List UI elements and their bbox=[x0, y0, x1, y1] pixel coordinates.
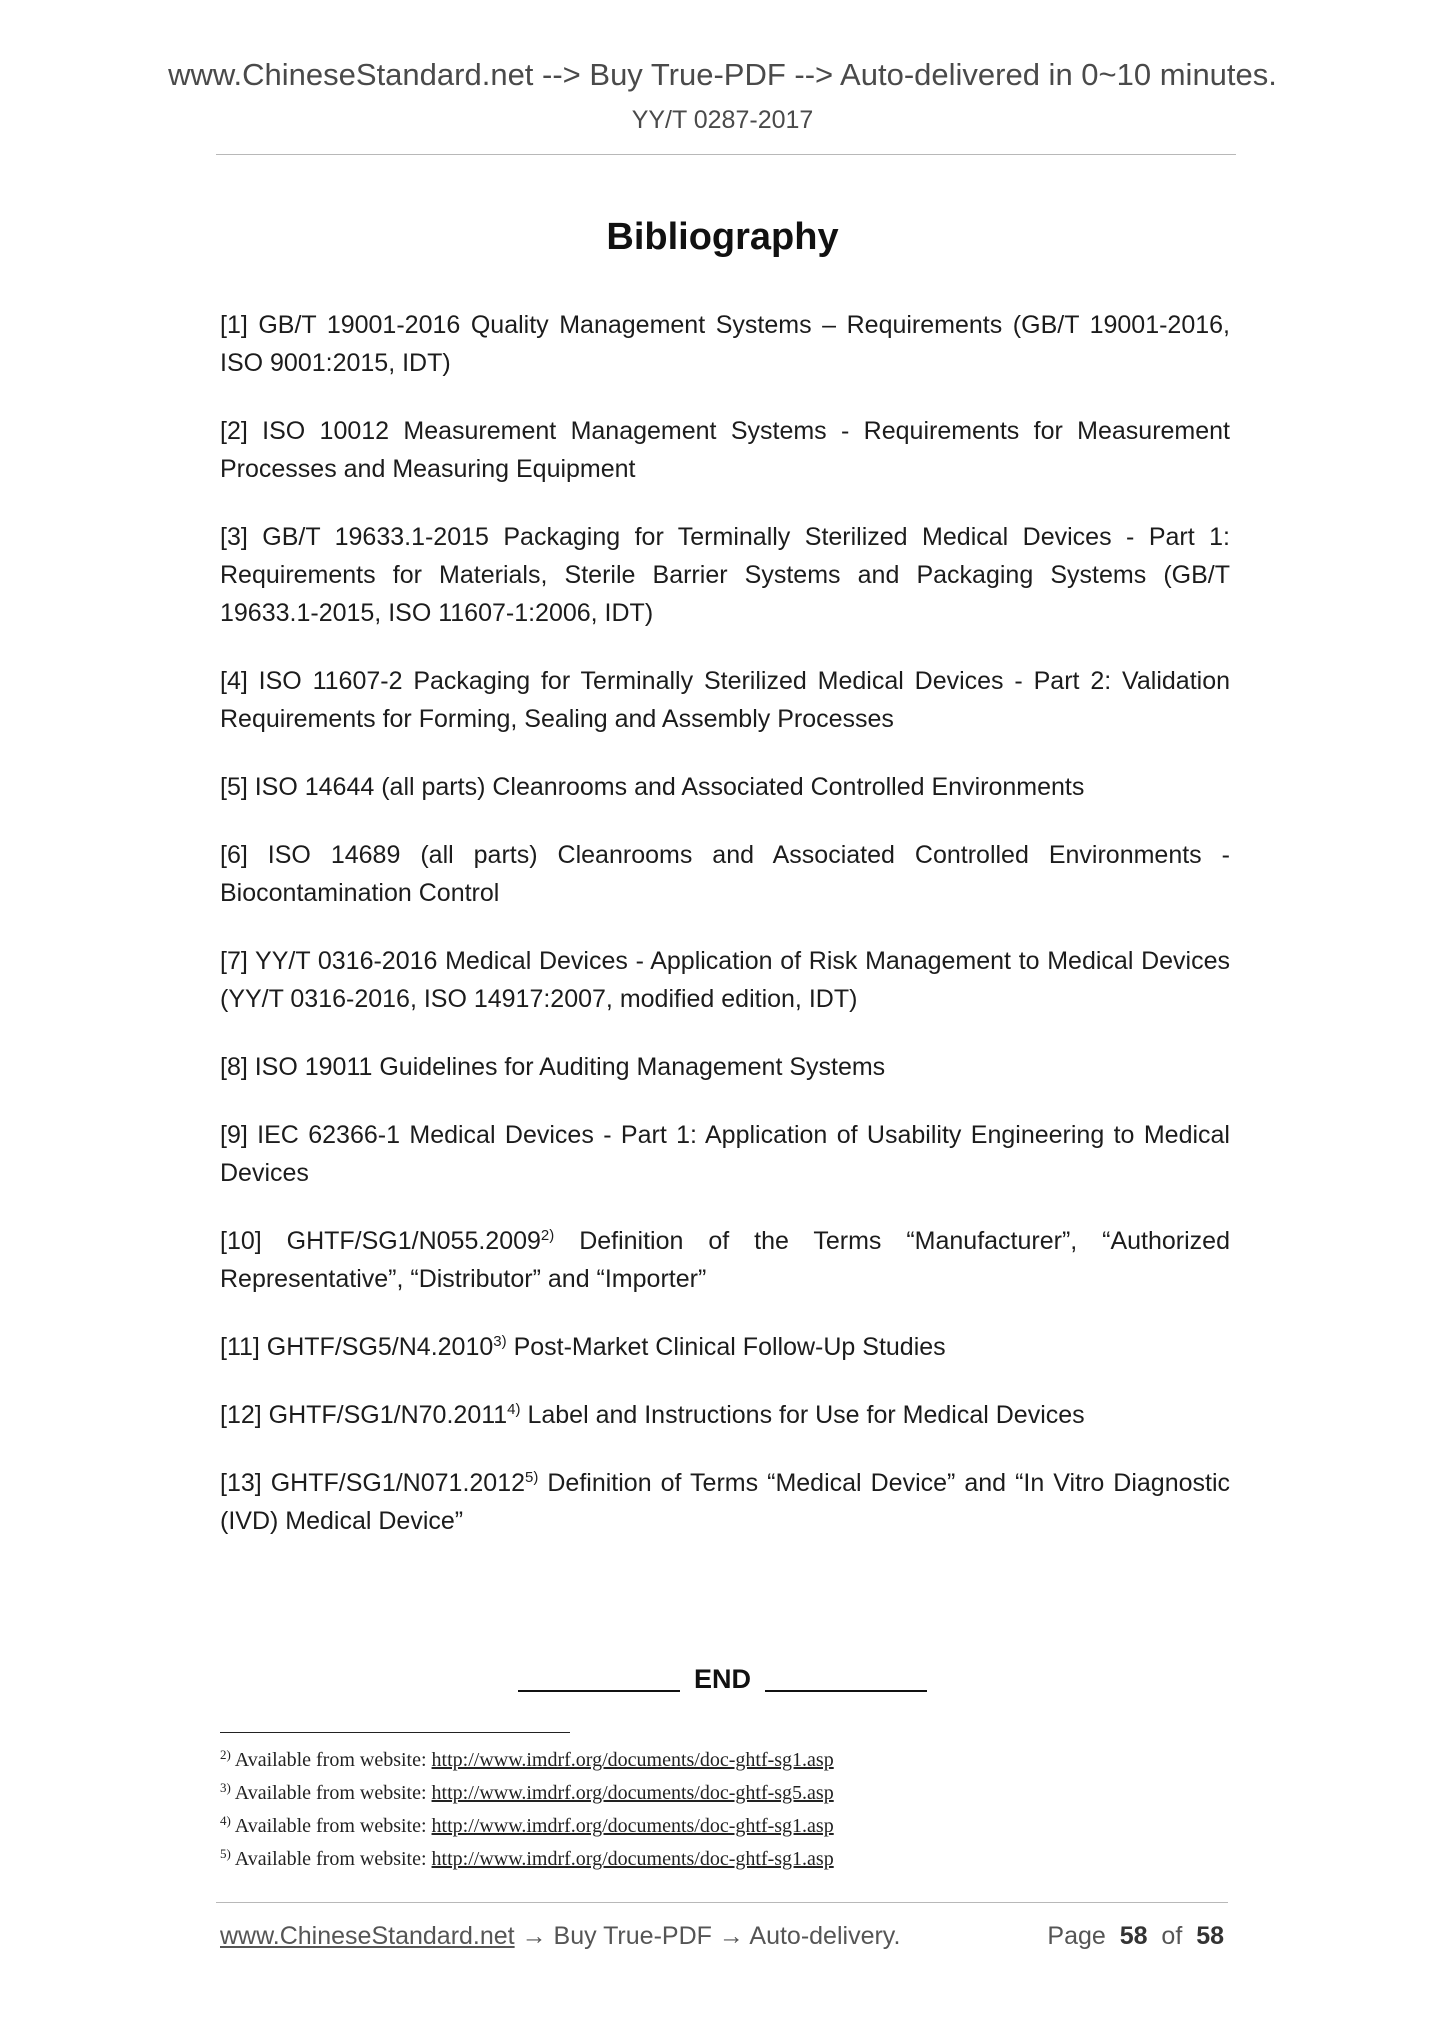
footnote-item bbox=[220, 1810, 1220, 1843]
page-of: of bbox=[1161, 1922, 1183, 1950]
footnote-label: Available from website: bbox=[234, 1749, 427, 1771]
footnote-item bbox=[220, 1777, 1220, 1810]
reference-title: [12] GHTF/SG1/N70.2011 bbox=[220, 1401, 508, 1429]
reference-item-11 bbox=[220, 1328, 1230, 1366]
page-number bbox=[1047, 1922, 1224, 1951]
reference-description: Post-Market Clinical Follow-Up Studies bbox=[506, 1333, 946, 1361]
footnote-label: Available from website: bbox=[234, 1848, 427, 1870]
page-current: 58 bbox=[1119, 1922, 1148, 1950]
footnote-marker[interactable]: 2) bbox=[540, 1227, 555, 1244]
footnote-label: Available from website: bbox=[234, 1815, 427, 1837]
header-divider bbox=[216, 154, 1236, 155]
reference-item-9: [9] IEC 62366-1 Medical Devices - Part 1: Application of Usability Engineering to Medical Devices bbox=[220, 1121, 1230, 1187]
footnote-link[interactable]: http://www.imdrf.org/documents/doc-ghtf-sg5.asp bbox=[431, 1782, 834, 1804]
footnote-link[interactable]: http://www.imdrf.org/documents/doc-ghtf-sg1.asp bbox=[431, 1749, 834, 1771]
reference-item-3: [3] GB/T 19633.1-2015 Packaging for Terminally Sterilized Medical Devices - Part 1: Requirements for Materials, Sterile Barrier Systems and Packaging Systems (GB/T 19633.1-2015, ISO 11607-1:2006, IDT) bbox=[220, 523, 1230, 627]
page-total: 58 bbox=[1196, 1922, 1224, 1950]
footnote-marker[interactable]: 5) bbox=[525, 1469, 539, 1486]
reference-description: Definition of Terms “Medical Device” and “In Vitro Diagnostic (IVD) Medical Device” bbox=[220, 1469, 1230, 1535]
reference-item-12 bbox=[220, 1396, 1230, 1434]
standard-code: YY/T 0287-2017 bbox=[631, 106, 814, 134]
footnotes bbox=[220, 1744, 1220, 1876]
reference-list bbox=[220, 306, 1230, 1570]
reference-description: Definition of the Terms “Manufacturer”, “Authorized Representative”, “Distributor” and “Importer” bbox=[220, 1227, 1230, 1293]
reference-title: [11] GHTF/SG5/N4.2010 bbox=[220, 1333, 494, 1361]
reference-item-8: [8] ISO 19011 Guidelines for Auditing Management Systems bbox=[220, 1053, 886, 1081]
footnote-item bbox=[220, 1744, 1220, 1777]
end-rule-left bbox=[518, 1690, 680, 1692]
footnote-mark: 4) bbox=[220, 1813, 231, 1828]
footnote-link[interactable]: http://www.imdrf.org/documents/doc-ghtf-sg1.asp bbox=[431, 1848, 834, 1870]
footer-site-link[interactable]: www.ChineseStandard.net bbox=[220, 1922, 515, 1950]
page-label: Page bbox=[1047, 1922, 1106, 1950]
footnote-label: Available from website: bbox=[234, 1782, 427, 1804]
footnote-mark: 5) bbox=[220, 1846, 231, 1861]
end-marker bbox=[0, 1664, 1445, 1695]
reference-item-13 bbox=[220, 1464, 1230, 1540]
page-title: Bibliography bbox=[606, 216, 839, 258]
top-banner: www.ChineseStandard.net --> Buy True-PDF --> Auto-delivered in 0~10 minutes. bbox=[168, 57, 1277, 92]
footnote-marker[interactable]: 4) bbox=[507, 1401, 521, 1418]
reference-description: Label and Instructions for Use for Medical Devices bbox=[520, 1401, 1085, 1429]
end-rule-right bbox=[765, 1690, 927, 1692]
footer-left bbox=[220, 1922, 900, 1951]
reference-item-10 bbox=[220, 1222, 1230, 1298]
reference-item-5: [5] ISO 14644 (all parts) Cleanrooms and Associated Controlled Environments bbox=[220, 773, 1085, 801]
footnote-link[interactable]: http://www.imdrf.org/documents/doc-ghtf-sg1.asp bbox=[431, 1815, 834, 1837]
reference-item-1: [1] GB/T 19001-2016 Quality Management Systems – Requirements (GB/T 19001-2016, ISO 9001:2015, IDT) bbox=[220, 311, 1230, 377]
reference-item-7: [7] YY/T 0316-2016 Medical Devices - Application of Risk Management to Medical Devices (YY/T 0316-2016, ISO 14917:2007, modified edition, IDT) bbox=[220, 947, 1230, 1013]
footnote-mark: 3) bbox=[220, 1780, 231, 1795]
reference-item-2: [2] ISO 10012 Measurement Management Systems - Requirements for Measurement Processes and Measuring Equipment bbox=[220, 417, 1230, 483]
page-footer bbox=[220, 1922, 1224, 1956]
footnote-mark: 2) bbox=[220, 1747, 231, 1762]
reference-item-6: [6] ISO 14689 (all parts) Cleanrooms and Associated Controlled Environments - Biocontamination Control bbox=[220, 841, 1230, 907]
end-label: END bbox=[693, 1664, 751, 1694]
footnote-item bbox=[220, 1843, 1220, 1876]
footer-divider bbox=[216, 1902, 1228, 1903]
footnote-marker[interactable]: 3) bbox=[493, 1333, 507, 1350]
footer-tagline: → Buy True-PDF → Auto-delivery. bbox=[514, 1922, 901, 1950]
footnote-separator bbox=[220, 1732, 570, 1733]
reference-title: [10] GHTF/SG1/N055.2009 bbox=[220, 1227, 541, 1255]
reference-item-4: [4] ISO 11607-2 Packaging for Terminally Sterilized Medical Devices - Part 2: Validation Requirements for Forming, Sealing and Assembly Processes bbox=[220, 667, 1230, 733]
reference-title: [13] GHTF/SG1/N071.2012 bbox=[220, 1469, 526, 1497]
